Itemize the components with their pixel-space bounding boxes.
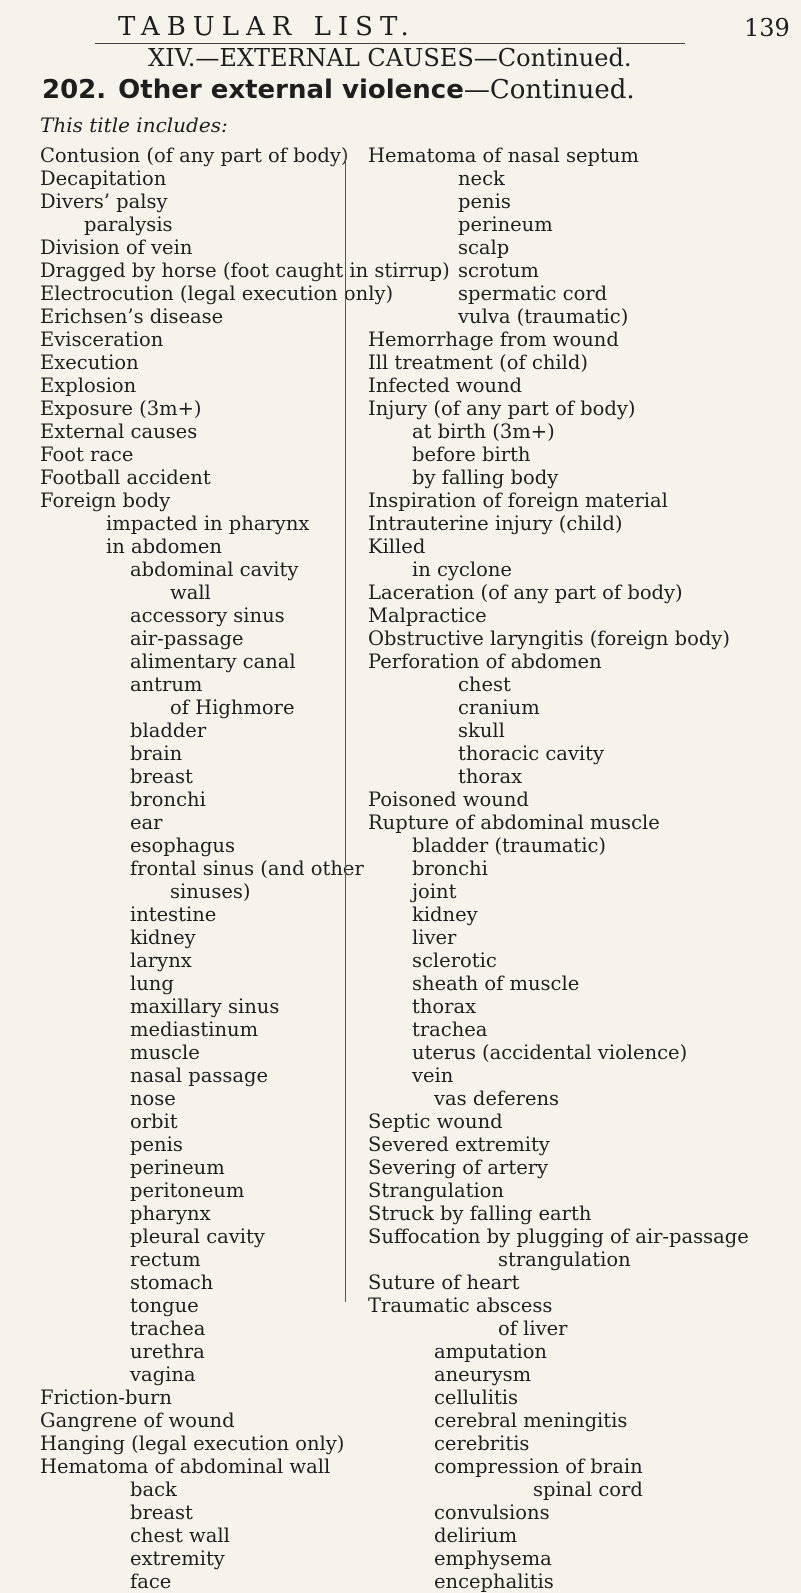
list-item: Malpractice [368,604,487,627]
list-item: alimentary canal [130,650,296,673]
list-item: Decapitation [40,167,167,190]
list-item: rectum [130,1248,201,1271]
section-continued: —Continued. [463,75,635,105]
list-item: Ill treatment (of child) [368,351,588,374]
list-item: Foreign body [40,489,171,512]
list-item: thorax [458,765,523,788]
list-item: ear [130,811,163,834]
list-item: impacted in pharynx [106,512,310,535]
list-item: delirium [434,1524,518,1547]
list-item: vein [412,1064,454,1087]
list-item: vas deferens [434,1087,560,1110]
list-item: uterus (accidental violence) [412,1041,688,1064]
list-item: chest [458,673,511,696]
section-title: Other external violence [118,75,464,105]
list-item: tongue [130,1294,199,1317]
list-item: trachea [130,1317,206,1340]
list-item: Struck by falling earth [368,1202,592,1225]
list-item: Explosion [40,374,137,397]
list-item: breast [130,1501,193,1524]
list-item: Suffocation by plugging of air-passage [368,1225,749,1248]
list-item: lung [130,972,174,995]
list-item: Killed [368,535,426,558]
list-item: Gangrene of wound [40,1409,235,1432]
list-item: Hematoma of nasal septum [368,144,639,167]
list-item: Divers’ palsy [40,190,168,213]
list-item: pleural cavity [130,1225,265,1248]
list-item: sinuses) [170,880,251,903]
list-item: paralysis [84,213,173,236]
list-item: Septic wound [368,1110,503,1133]
section-heading [42,75,635,105]
list-item: bladder [130,719,207,742]
list-item: cerebritis [434,1432,530,1455]
list-item: abdominal cavity [130,558,299,581]
list-item: Perforation of abdomen [368,650,602,673]
list-item: nose [130,1087,176,1110]
list-item: Hemorrhage from wound [368,328,619,351]
list-item: intestine [130,903,217,926]
list-item: cerebral meningitis [434,1409,628,1432]
list-item: Poisoned wound [368,788,529,811]
list-item: Obstructive laryngitis (foreign body) [368,627,730,650]
list-item: in abdomen [106,535,222,558]
list-item: before birth [412,443,531,466]
list-item: Friction-burn [40,1386,172,1409]
list-item: Suture of heart [368,1271,520,1294]
list-item: Electrocution (legal execution only) [40,282,394,305]
list-item: scrotum [458,259,539,282]
list-item: cellulitis [434,1386,519,1409]
list-item: orbit [130,1110,178,1133]
list-item: Severing of artery [368,1156,549,1179]
list-item: spinal cord [533,1478,643,1501]
chapter-heading: XIV.—EXTERNAL CAUSES—Continued. [148,44,632,72]
list-item: External causes [40,420,198,443]
list-item: penis [130,1133,183,1156]
list-item: vulva (traumatic) [458,305,629,328]
list-item: sheath of muscle [412,972,580,995]
list-item: breast [130,765,193,788]
page-number: 139 [744,14,790,42]
list-item: Injury (of any part of body) [368,397,636,420]
list-item: Foot race [40,443,134,466]
list-item: Rupture of abdominal muscle [368,811,660,834]
list-item: perineum [130,1156,225,1179]
list-item: by falling body [412,466,559,489]
list-item: vagina [130,1363,196,1386]
list-item: thorax [412,995,477,1018]
list-item: larynx [130,949,192,972]
list-item: Division of vein [40,236,193,259]
includes-label: This title includes: [40,113,228,137]
list-item: trachea [412,1018,488,1041]
list-item: liver [412,926,457,949]
list-item: Strangulation [368,1179,504,1202]
list-item: wall [170,581,211,604]
list-item: pharynx [130,1202,211,1225]
list-item: nasal passage [130,1064,269,1087]
list-item: bladder (traumatic) [412,834,607,857]
list-item: back [130,1478,177,1501]
list-item: amputation [434,1340,547,1363]
list-item: compression of brain [434,1455,643,1478]
list-item: skull [458,719,505,742]
list-item: penis [458,190,511,213]
list-item: strangulation [498,1248,631,1271]
list-item: thoracic cavity [458,742,605,765]
list-item: Laceration (of any part of body) [368,581,683,604]
list-item: perineum [458,213,553,236]
list-item: Infected wound [368,374,523,397]
list-item: spermatic cord [458,282,608,305]
list-item: Hanging (legal execution only) [40,1432,345,1455]
list-item: peritoneum [130,1179,245,1202]
list-item: face [130,1570,172,1593]
list-item: chest wall [130,1524,230,1547]
list-item: convulsions [434,1501,550,1524]
list-item: extremity [130,1547,225,1570]
list-item: Intrauterine injury (child) [368,512,623,535]
list-item: mediastinum [130,1018,259,1041]
list-item: maxillary sinus [130,995,280,1018]
list-item: bronchi [130,788,206,811]
list-item: aneurysm [434,1363,532,1386]
column-divider [345,152,346,1302]
list-item: sclerotic [412,949,497,972]
list-item: antrum [130,673,203,696]
list-item: kidney [412,903,478,926]
list-item: joint [412,880,457,903]
list-item: air-passage [130,627,244,650]
list-item: brain [130,742,183,765]
list-item: Severed extremity [368,1133,550,1156]
list-item: esophagus [130,834,236,857]
list-item: Exposure (3m+) [40,397,202,420]
right-column [368,144,788,1593]
list-item: urethra [130,1340,205,1363]
list-item: encephalitis [434,1570,554,1593]
list-item: bronchi [412,857,488,880]
list-item: Hematoma of abdominal wall [40,1455,331,1478]
list-item: scalp [458,236,510,259]
running-title: TABULAR LIST. [118,12,416,42]
list-item: accessory sinus [130,604,285,627]
list-item: emphysema [434,1547,552,1570]
list-item: Traumatic abscess [368,1294,553,1317]
list-item: neck [458,167,505,190]
list-item: Execution [40,351,139,374]
list-item: Dragged by horse (foot caught in stirrup) [40,259,450,282]
list-item: cranium [458,696,540,719]
list-item: kidney [130,926,196,949]
section-number: 202. [42,75,107,105]
list-item: stomach [130,1271,214,1294]
list-item: muscle [130,1041,200,1064]
list-item: of Highmore [170,696,295,719]
list-item: Evisceration [40,328,164,351]
list-item: at birth (3m+) [412,420,555,443]
list-item: of liver [498,1317,568,1340]
list-item: in cyclone [412,558,512,581]
list-item: Inspiration of foreign material [368,489,668,512]
list-item: Erichsen’s disease [40,305,224,328]
list-item: frontal sinus (and other [130,857,364,880]
list-item: Football accident [40,466,211,489]
list-item: Contusion (of any part of body) [40,144,349,167]
